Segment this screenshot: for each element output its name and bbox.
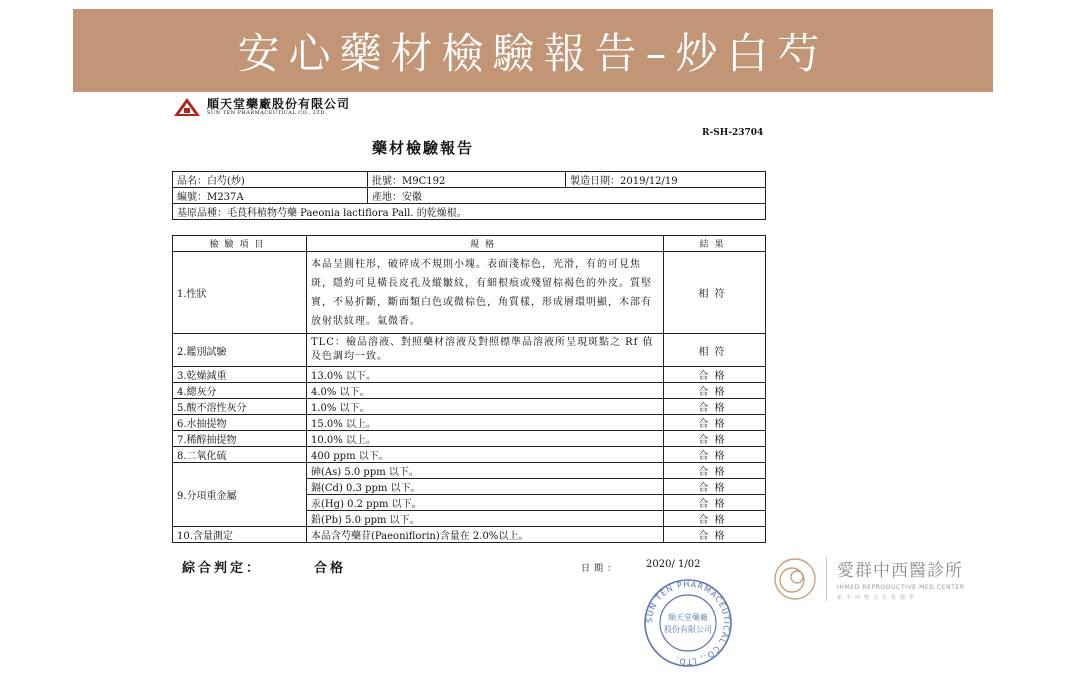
item-cell: 4.總灰分: [173, 383, 307, 399]
title-banner: [73, 9, 993, 92]
stamp-ring-text: SUN TEN PHARMACEUTICAL CO., LTD.: [644, 579, 732, 667]
table-row: [173, 527, 766, 543]
clinic-brand: [772, 556, 965, 601]
company-name-cn: 順天堂藥廠股份有限公司: [207, 97, 351, 111]
spec-cell: 鎘(Cd) 0.3 ppm 以下。: [307, 479, 664, 495]
item-cell: 7.稀醇抽提物: [173, 431, 307, 447]
item-cell: 1.性狀: [173, 252, 307, 334]
table-row: [173, 383, 766, 399]
stamp-inner-line1: 順天堂藥廠: [668, 613, 708, 622]
company-header: [173, 97, 350, 117]
clinic-name-en: IHMED REPRODUCTIVE MED CENTER: [837, 584, 965, 591]
result-cell: 合格: [664, 367, 766, 383]
table-row: [173, 367, 766, 383]
company-seal-stamp: [624, 578, 752, 668]
spec-cell: 汞(Hg) 0.2 ppm 以下。: [307, 495, 664, 511]
result-cell: 相符: [664, 334, 766, 367]
batch-number: 批號：M9C192: [368, 172, 566, 188]
company-logo-icon: [173, 97, 201, 117]
product-info-table: [172, 171, 766, 220]
table-row: [173, 415, 766, 431]
spec-cell: 鉛(Pb) 5.0 ppm 以下。: [307, 511, 664, 527]
table-row: [173, 447, 766, 463]
header-result: 結果: [664, 236, 766, 252]
item-cell: 5.酸不溶性灰分: [173, 399, 307, 415]
origin: 產地：安徽: [368, 188, 766, 204]
report-title: 藥材檢驗報告: [372, 139, 475, 157]
result-cell: 合格: [664, 399, 766, 415]
spec-cell: 400 ppm 以下。: [307, 447, 664, 463]
spec-cell: 15.0% 以上。: [307, 415, 664, 431]
clinic-tagline: 新中西整合生育醫學: [837, 595, 919, 601]
item-cell: 9.分項重金屬: [173, 463, 307, 527]
manufacture-date: 製造日期：2019/12/19: [566, 172, 766, 188]
result-cell: 合格: [664, 415, 766, 431]
table-row: [173, 463, 766, 479]
result-cell: 合格: [664, 495, 766, 511]
stamp-inner-line2: 股份有限公司: [664, 625, 712, 634]
result-cell: 合格: [664, 527, 766, 543]
document-number: R-SH-23704: [702, 128, 764, 138]
table-row: [173, 334, 766, 367]
item-cell: 3.乾燥減重: [173, 367, 307, 383]
spec-cell: 1.0% 以下。: [307, 399, 664, 415]
spec-cell: 砷(As) 5.0 ppm 以下。: [307, 463, 664, 479]
product-code: 編號：M237A: [173, 188, 368, 204]
report-date: 2020/ 1/02: [646, 559, 701, 570]
table-header-row: [173, 236, 766, 252]
brand-divider: [826, 557, 827, 601]
table-row: [173, 399, 766, 415]
result-cell: 合格: [664, 463, 766, 479]
company-name-en: SUN TEN PHARMACEUTICAL CO., LTD.: [207, 110, 327, 116]
product-name: 品名：白芍(炒): [173, 172, 368, 188]
result-cell: 合格: [664, 511, 766, 527]
spec-cell: 10.0% 以上。: [307, 431, 664, 447]
result-cell: 合格: [664, 383, 766, 399]
verdict-value: 合格: [314, 561, 347, 576]
result-cell: 合格: [664, 479, 766, 495]
inspection-table: [172, 235, 766, 543]
item-cell: 10.含量測定: [173, 527, 307, 543]
page-title: 安心藥材檢驗報告–炒白芍: [237, 28, 829, 78]
spec-cell: 本品呈圓柱形，破碎成不規則小塊。表面淺棕色，光滑，有的可見焦斑，隱約可見橫長皮孔及縱皺紋，有細根痕或殘留棕褐色的外皮。質堅實，不易折斷，斷面類白色或微棕色，角質樣，形成層環明顯，木部有放射狀紋理。氣微香。: [307, 252, 664, 334]
header-item: 檢驗項目: [173, 236, 307, 252]
table-row: [173, 252, 766, 334]
result-cell: 合格: [664, 431, 766, 447]
date-label: 日期：: [581, 564, 621, 574]
item-cell: 2.鑑別試驗: [173, 334, 307, 367]
table-row: [173, 431, 766, 447]
item-cell: 6.水抽提物: [173, 415, 307, 431]
clinic-name-cn: 愛群中西醫診所: [837, 561, 963, 581]
header-spec: 規格: [307, 236, 664, 252]
result-cell: 相符: [664, 252, 766, 334]
source-species: 基原品種：毛茛科植物芍藥 Paeonia lactiflora Pall. 的乾燥根。: [173, 204, 766, 220]
result-cell: 合格: [664, 447, 766, 463]
spec-cell: TLC：檢品溶液、對照藥材溶液及對照標準品溶液所呈現斑點之 Rf 值及色調均一致。: [307, 334, 664, 367]
verdict-label: 綜合判定：: [182, 561, 263, 576]
item-cell: 8.二氧化硫: [173, 447, 307, 463]
spec-cell: 本品含芍藥苷(Paeoniflorin)含量在 2.0%以上。: [307, 527, 664, 543]
spec-cell: 4.0% 以下。: [307, 383, 664, 399]
spec-cell: 13.0% 以下。: [307, 367, 664, 383]
clinic-logo-icon: [772, 557, 818, 601]
